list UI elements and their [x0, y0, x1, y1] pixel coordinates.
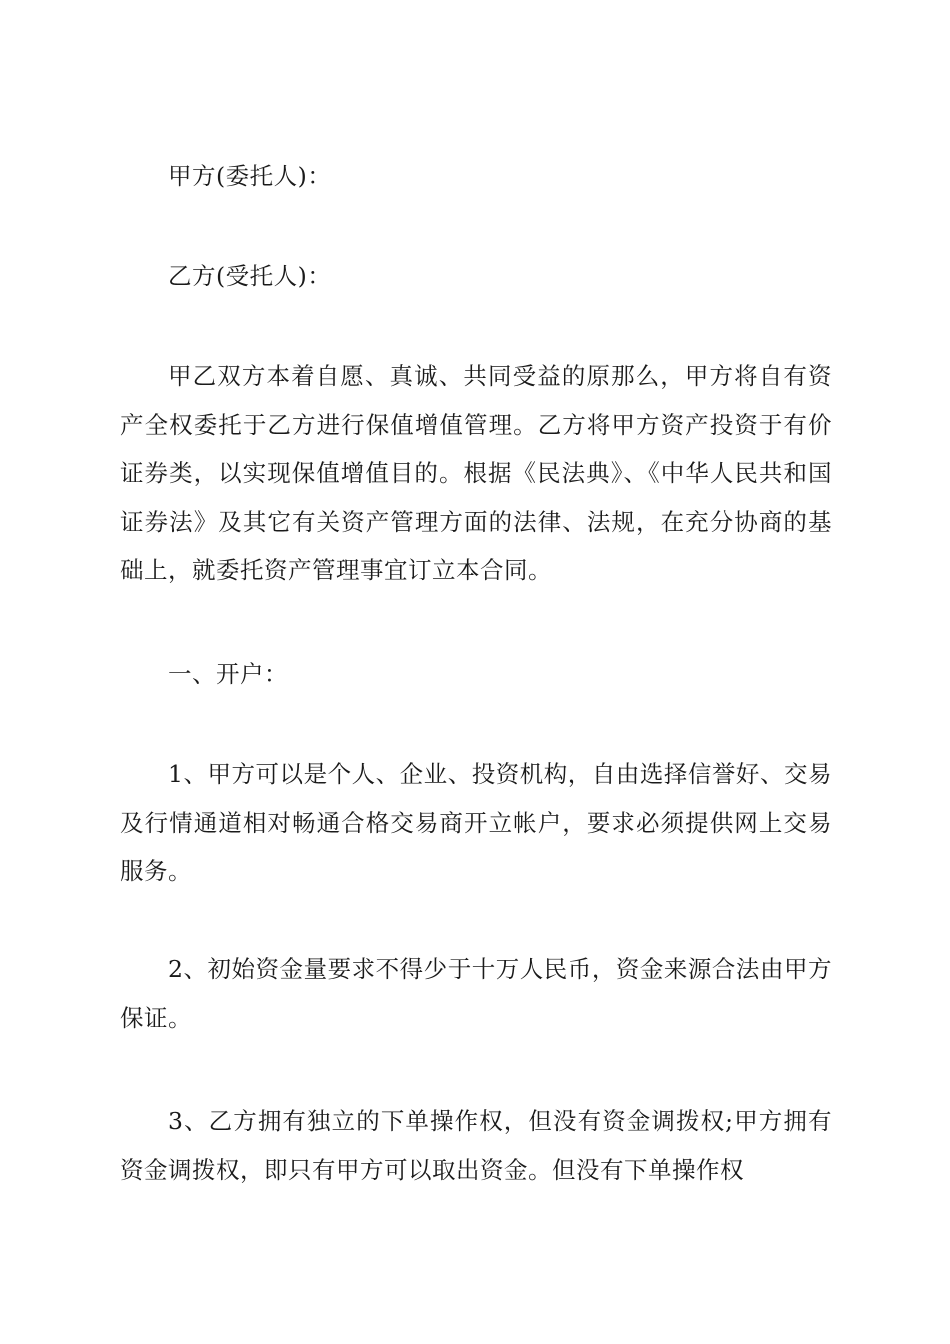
preamble-paragraph: 甲乙双方本着自愿、真诚、共同受益的原那么，甲方将自有资产全权委托于乙方进行保值增值管理。乙方将甲方资产投资于有价证券类，以实现保值增值目的。根据《民法典》、《中华人民共和国证券法》及其它有关资产管理方面的法律、法规，在充分协商的基础上，就委托资产管理事宜订立本合同。: [120, 362, 832, 584]
clause-2: 2、初始资金量要求不得少于十万人民币，资金来源合法由甲方保证。: [120, 955, 832, 1032]
section-heading: 一、开户：: [168, 660, 288, 688]
clause-3: 3、乙方拥有独立的下单操作权，但没有资金调拨权;甲方拥有资金调拨权，即只有甲方可以取出资金。但没有下单操作权: [120, 1107, 832, 1184]
party-b-line: 乙方(受托人)：: [168, 262, 332, 290]
document-page: [120, 0, 832, 1344]
party-a-line: 甲方(委托人)：: [168, 162, 332, 190]
clause-1: 1、甲方可以是个人、企业、投资机构，自由选择信誉好、交易及行情通道相对畅通合格交易商开立帐户，要求必须提供网上交易服务。: [120, 760, 832, 885]
